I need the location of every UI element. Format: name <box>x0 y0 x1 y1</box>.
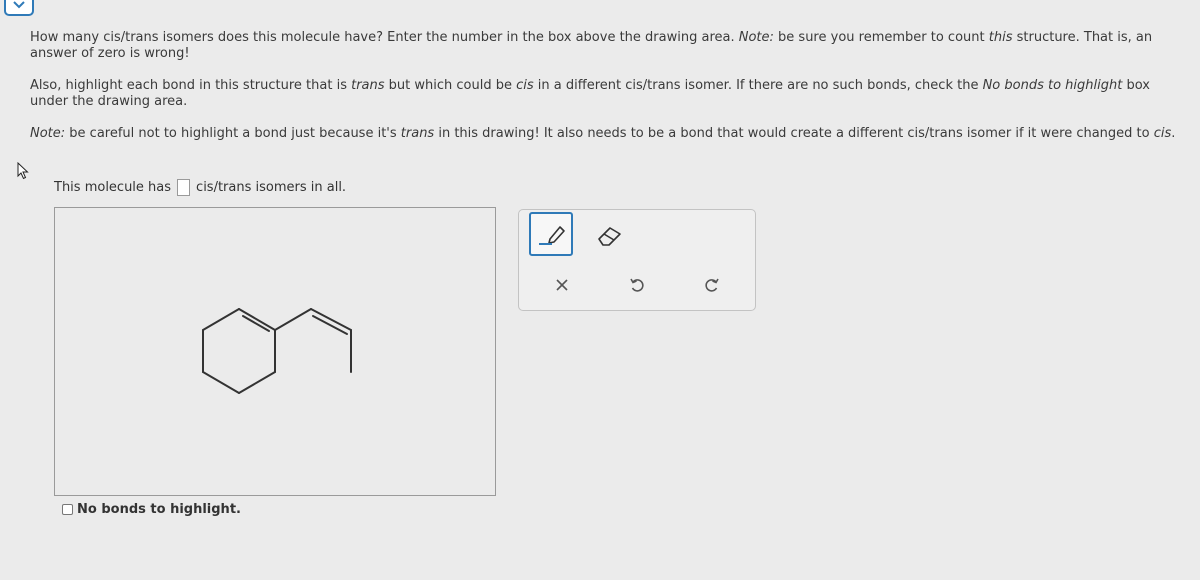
eraser-tool-button[interactable] <box>589 218 629 254</box>
emphasized-text: Note: <box>738 30 774 45</box>
chain-double-bond <box>311 309 351 330</box>
eraser-icon <box>594 225 624 247</box>
chevron-down-icon <box>12 0 26 10</box>
text-segment: be careful not to highlight a bond just because it's <box>65 126 401 141</box>
ring-bond-1 <box>203 309 239 330</box>
redo-icon <box>704 277 720 293</box>
text-segment: be sure you remember to count <box>773 30 989 45</box>
redo-button[interactable] <box>697 270 727 300</box>
emphasized-text: trans <box>351 78 385 93</box>
no-bonds-option[interactable] <box>62 502 241 517</box>
text-segment: but which could be <box>384 78 517 93</box>
molecule-structure <box>55 208 495 495</box>
no-bonds-checkbox[interactable] <box>62 504 73 515</box>
undo-button[interactable] <box>622 270 652 300</box>
pen-icon <box>536 221 566 247</box>
question-paragraph-2 <box>30 78 1180 110</box>
close-icon <box>555 278 569 292</box>
ring-bond-5 <box>203 372 239 393</box>
emphasized-text: No bonds to highlight <box>982 78 1123 93</box>
emphasized-text: cis <box>516 78 534 93</box>
text-segment: How many cis/trans isomers does this molecule have? Enter the number in the box above the drawing area. <box>30 30 739 45</box>
chain-bond-1 <box>275 309 311 330</box>
text-segment: structure. That is, an answer of zero is wrong! <box>30 30 1153 61</box>
no-bonds-label: No bonds to highlight. <box>77 502 241 517</box>
emphasized-text: trans <box>400 126 435 141</box>
text-segment: in this drawing! It also needs to be a bond that would create a different cis/trans isomer if it were changed to <box>434 126 1154 141</box>
text-segment: box under the drawing area. <box>30 78 1150 109</box>
emphasized-text: this <box>988 30 1013 45</box>
drawing-area[interactable] <box>54 207 496 496</box>
text-segment: Also, highlight each bond in this structure that is <box>30 78 352 93</box>
isomer-count-input[interactable] <box>177 179 190 196</box>
ring-bond-4 <box>239 372 275 393</box>
text-segment: . <box>1171 126 1176 141</box>
mouse-cursor-icon <box>17 162 31 180</box>
answer-prefix: This molecule has <box>54 180 172 195</box>
emphasized-text: Note: <box>30 126 66 141</box>
undo-icon <box>629 277 645 293</box>
clear-button[interactable] <box>547 270 577 300</box>
pen-tool-button[interactable] <box>529 212 573 256</box>
question-paragraph-1 <box>30 30 1180 62</box>
answer-line <box>54 179 346 196</box>
ring-bond-2 <box>239 309 275 330</box>
collapse-button[interactable] <box>4 0 34 16</box>
answer-suffix: cis/trans isomers in all. <box>196 180 347 195</box>
drawing-toolbar <box>518 209 756 311</box>
emphasized-text: cis <box>1153 126 1172 141</box>
text-segment: in a different cis/trans isomer. If there are no such bonds, check the <box>533 78 983 93</box>
question-paragraph-3 <box>30 126 1180 142</box>
